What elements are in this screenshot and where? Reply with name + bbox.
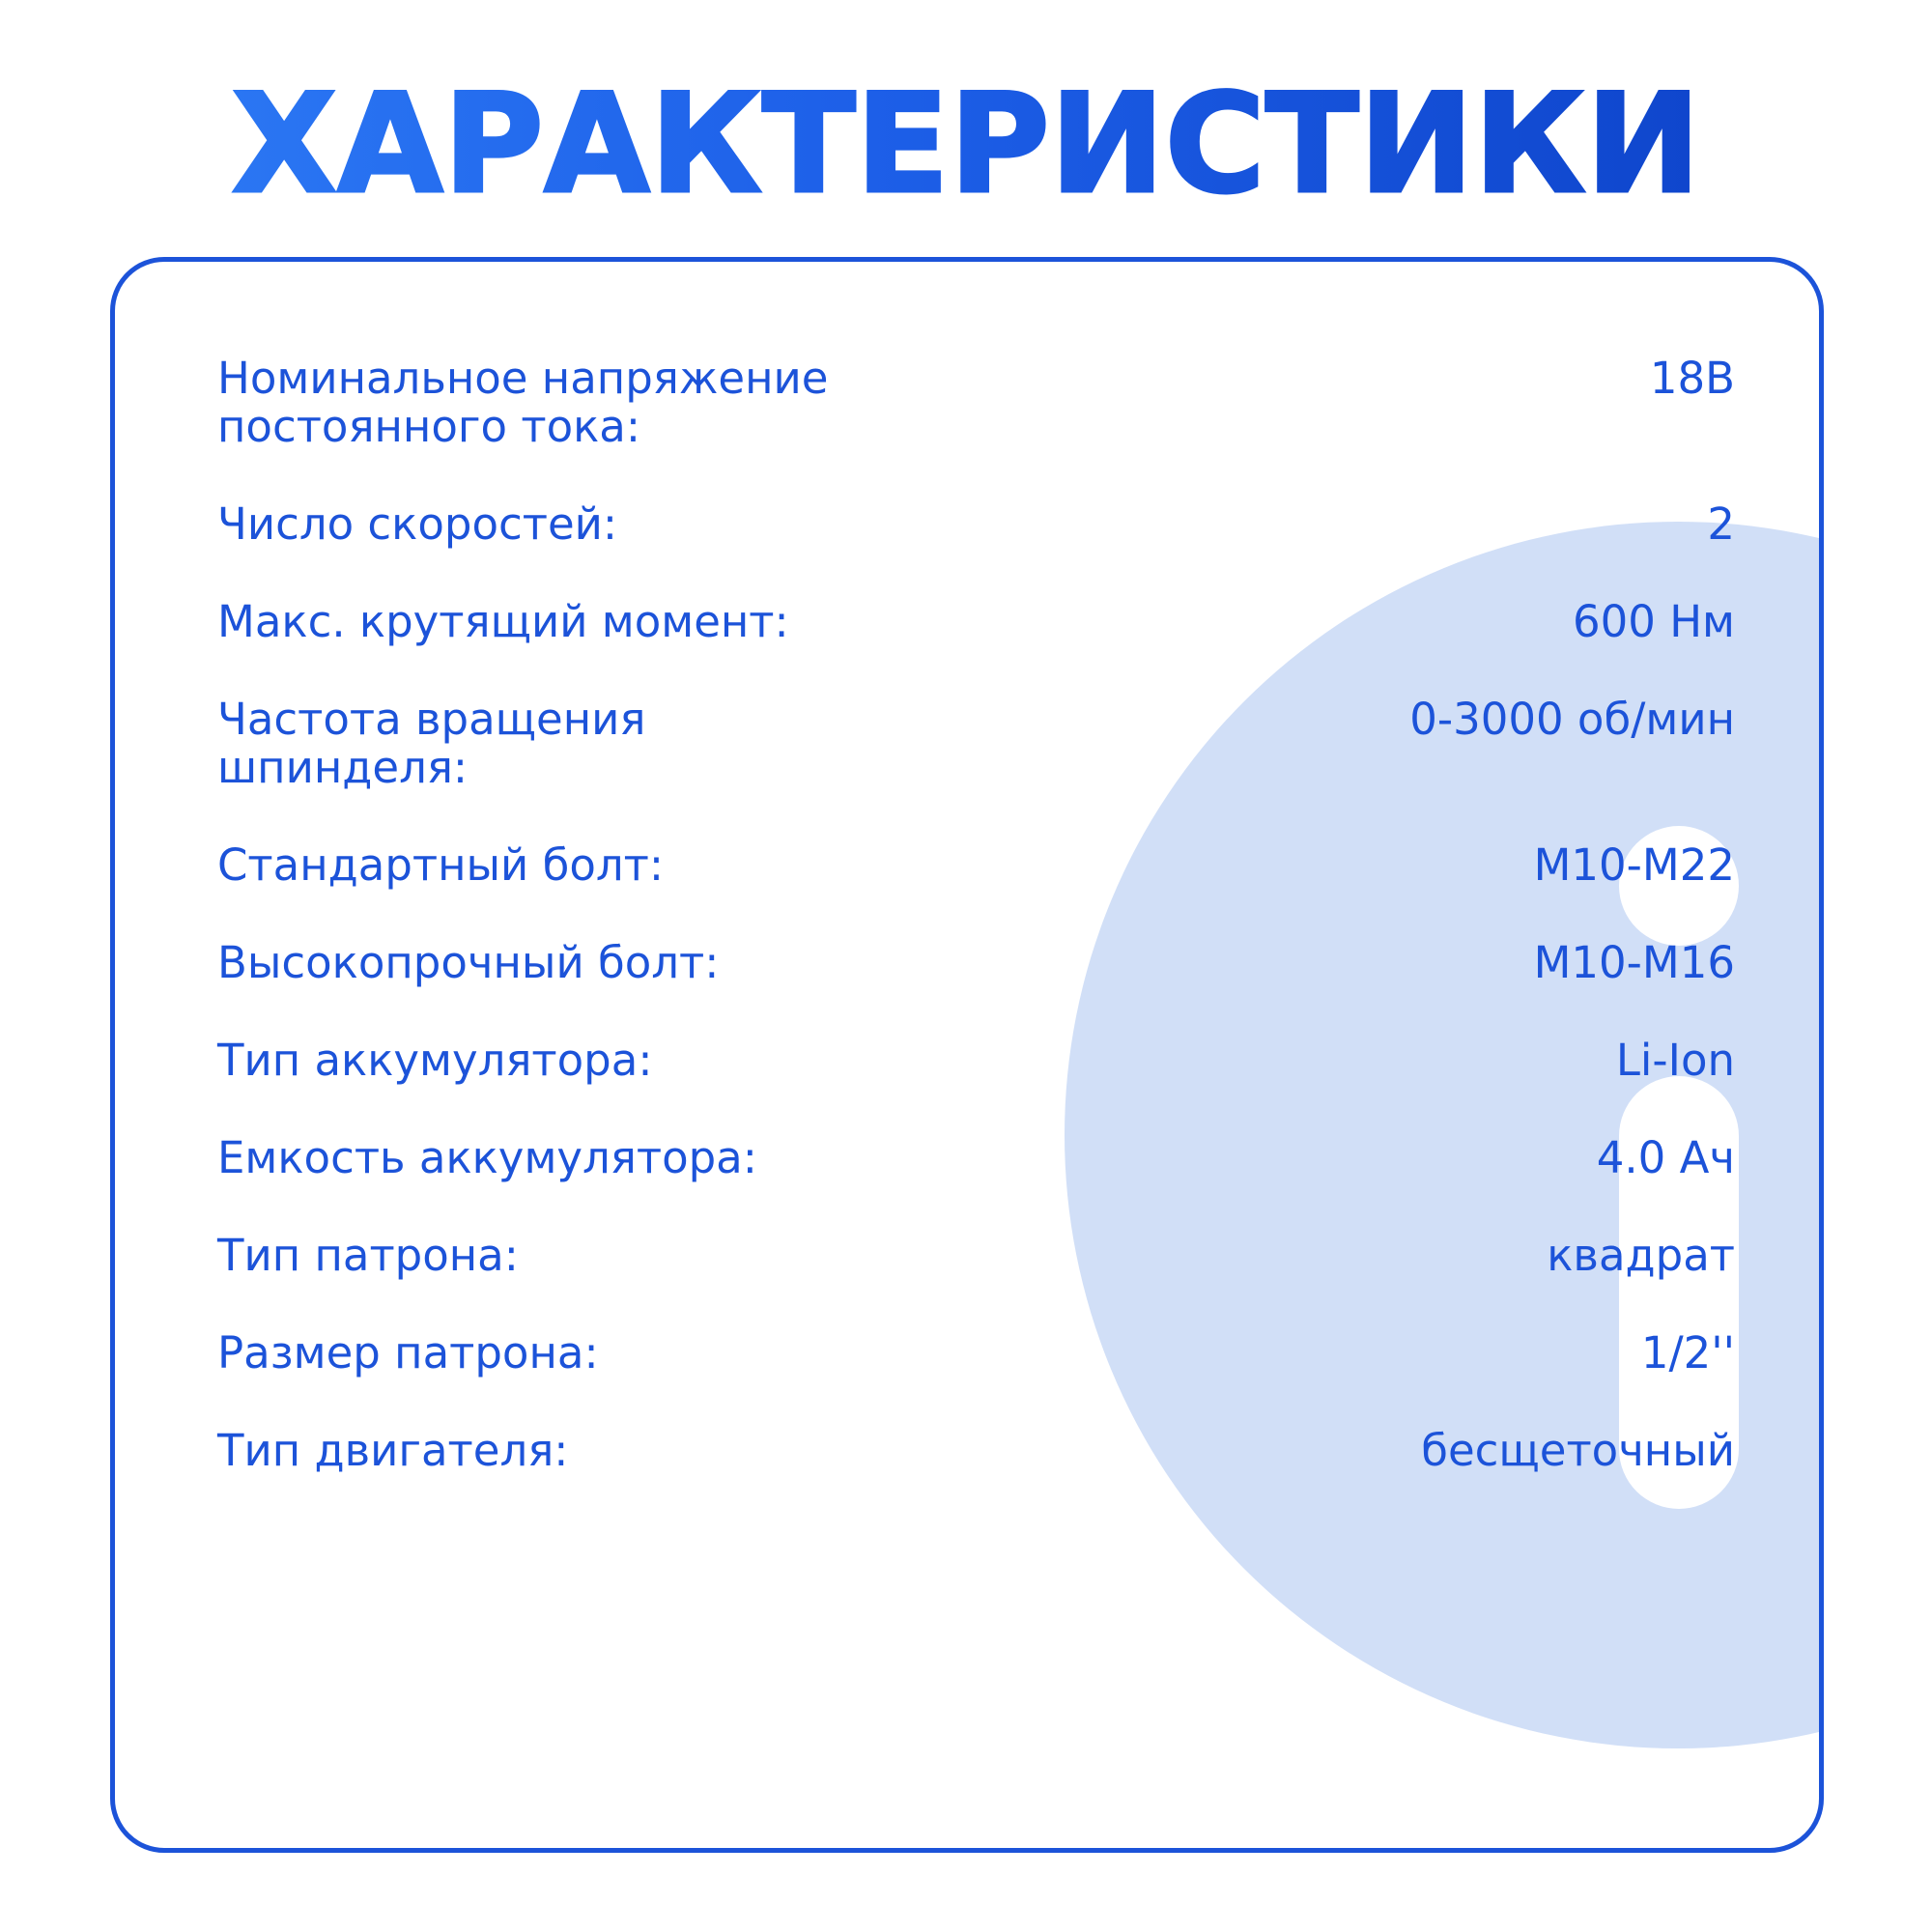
spec-row xyxy=(217,355,1735,451)
spec-row xyxy=(217,1037,1735,1085)
spec-value: М10-М22 xyxy=(1533,839,1735,891)
spec-value: бесщеточный xyxy=(1421,1425,1735,1476)
specs-card xyxy=(110,257,1824,1853)
spec-label: Тип двигателя: xyxy=(217,1425,569,1476)
spec-row xyxy=(217,1329,1735,1378)
spec-row xyxy=(217,696,1735,792)
spec-value: квадрат xyxy=(1547,1230,1735,1281)
spec-row xyxy=(217,500,1735,549)
spec-row xyxy=(217,841,1735,890)
spec-value: 2 xyxy=(1707,498,1735,550)
spec-label: Размер патрона: xyxy=(217,1327,599,1378)
spec-value: М10-М16 xyxy=(1533,937,1735,988)
spec-row xyxy=(217,598,1735,646)
spec-label: Стандартный болт: xyxy=(217,839,665,891)
spec-value: 600 Нм xyxy=(1573,596,1735,647)
spec-row xyxy=(217,1427,1735,1475)
spec-row xyxy=(217,1232,1735,1280)
spec-value: 4.0 Ач xyxy=(1596,1132,1735,1183)
spec-label: Емкость аккумулятора: xyxy=(217,1132,757,1183)
spec-value: 1/2'' xyxy=(1640,1327,1735,1378)
spec-value: Li-Ion xyxy=(1615,1035,1735,1086)
page-title: ХАРАКТЕРИСТИКИ xyxy=(0,58,1932,232)
spec-value: 0-3000 об/мин xyxy=(1409,694,1735,745)
spec-label: Номинальное напряжение постоянного тока: xyxy=(217,353,829,452)
spec-label: Частота вращения шпинделя: xyxy=(217,694,646,793)
spec-value: 18В xyxy=(1649,353,1735,404)
spec-row xyxy=(217,1134,1735,1182)
spec-label: Тип аккумулятора: xyxy=(217,1035,653,1086)
spec-label: Макс. крутящий момент: xyxy=(217,596,789,647)
spec-label: Число скоростей: xyxy=(217,498,618,550)
spec-label: Тип патрона: xyxy=(217,1230,519,1281)
spec-label: Высокопрочный болт: xyxy=(217,937,720,988)
spec-row xyxy=(217,939,1735,987)
